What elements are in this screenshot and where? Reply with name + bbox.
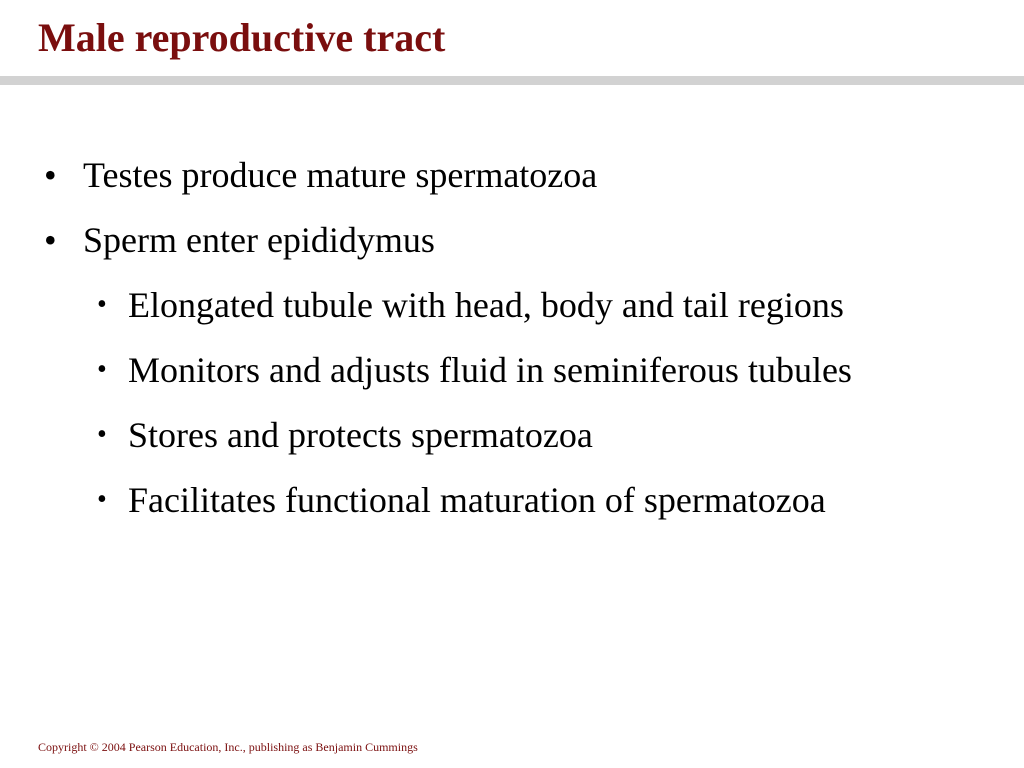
sub-bullet-item bbox=[0, 282, 928, 328]
bullet-marker: • bbox=[44, 220, 57, 260]
bullet-text: Elongated tubule with head, body and tail regions bbox=[128, 285, 844, 325]
bullet-marker: • bbox=[44, 155, 57, 195]
bullet-list bbox=[0, 152, 1024, 542]
bullet-marker: • bbox=[97, 419, 107, 450]
bullet-item bbox=[0, 217, 943, 263]
sub-bullet-item bbox=[0, 477, 928, 523]
bullet-marker: • bbox=[97, 354, 107, 385]
bullet-text: Monitors and adjusts fluid in seminiferous tubules bbox=[128, 350, 852, 390]
bullet-marker: • bbox=[97, 484, 107, 515]
slide-title: Male reproductive tract bbox=[38, 15, 446, 60]
bullet-text: Testes produce mature spermatozoa bbox=[83, 155, 598, 195]
bullet-item bbox=[0, 152, 943, 198]
title-divider bbox=[0, 76, 1024, 85]
sub-bullet-item bbox=[0, 347, 928, 393]
copyright-footer: Copyright © 2004 Pearson Education, Inc., publishing as Benjamin Cummings bbox=[38, 740, 418, 754]
bullet-text: Sperm enter epididymus bbox=[83, 220, 435, 260]
bullet-text: Stores and protects spermatozoa bbox=[128, 415, 593, 455]
bullet-text: Facilitates functional maturation of spermatozoa bbox=[128, 480, 826, 520]
bullet-marker: • bbox=[97, 289, 107, 320]
sub-bullet-item bbox=[0, 412, 928, 458]
